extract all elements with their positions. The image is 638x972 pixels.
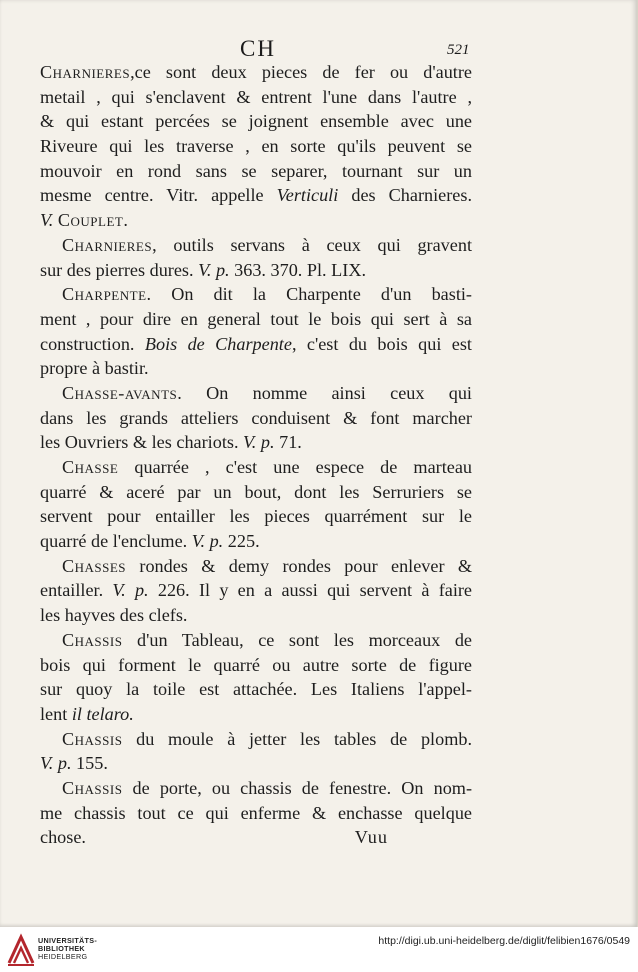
text-run: me chassis tout ce qui enferme & enchasse quelque	[40, 802, 472, 823]
entry-headword: Chasse	[62, 457, 119, 477]
text-line	[40, 282, 472, 307]
text-run: les Ouvriers & les chariots.	[40, 432, 244, 453]
entry-headword: Charpente	[62, 284, 147, 305]
source-url[interactable]: http://digi.ub.uni-heidelberg.de/diglit/felibien1676/0549	[378, 935, 630, 947]
text-run: chose.	[40, 827, 86, 848]
text-run: sur quoy la toile est attachée. Les Italiens l'appel-	[40, 679, 472, 700]
text-run: metail , qui s'enclavent & entrent l'une dans l'autre ,	[40, 86, 472, 107]
entry-headword: Chassis	[62, 728, 123, 749]
text-line	[40, 85, 472, 110]
text-line	[40, 727, 472, 752]
text-line	[40, 60, 472, 85]
catchword: Vuu	[354, 827, 388, 848]
entry-headword: Charnieres	[40, 62, 131, 82]
text-run: d'un Tableau, ce sont les morceaux de	[122, 629, 472, 650]
entry-headword: Couplet.	[57, 210, 129, 231]
text-line	[40, 578, 472, 603]
text-line	[40, 183, 472, 208]
text-run: bois qui forment le quarré ou autre sorte de figure	[40, 654, 472, 675]
text-run: les hayves des clefs.	[40, 605, 188, 626]
italic-text: V. p.	[112, 580, 149, 601]
entry-headword: Chassis	[62, 629, 123, 650]
text-run: des Charnieres.	[338, 185, 472, 206]
page-number: 521	[447, 42, 470, 58]
text-line	[40, 628, 472, 653]
section-heading: CH	[240, 36, 276, 61]
text-run: quarrée , c'est une espece de marteau	[118, 457, 472, 477]
text-run: rondes & demy rondes pour enlever &	[126, 555, 472, 576]
text-line	[40, 776, 472, 801]
text-line	[40, 554, 472, 579]
footer-bar	[0, 927, 638, 972]
text-line	[40, 702, 472, 727]
text-line	[40, 134, 472, 159]
text-run: entailler.	[40, 580, 113, 601]
italic-text: Bois de Charpente	[144, 333, 292, 354]
entry-headword: Charnieres	[62, 234, 153, 255]
text-line	[40, 406, 472, 431]
text-run: . On dit la Charpente d'un basti-	[146, 284, 472, 305]
italic-text: il telaro.	[71, 703, 134, 724]
text-line	[40, 159, 472, 184]
text-run: . On nomme ainsi ceux qui	[177, 382, 472, 403]
text-run: 225.	[223, 531, 260, 552]
text-run: du moule à jetter les tables de plomb.	[122, 728, 472, 749]
italic-text: V.	[40, 210, 54, 231]
running-head	[0, 36, 637, 60]
text-line	[40, 801, 472, 826]
italic-text: V. p.	[243, 432, 275, 453]
text-run: dans les grands atteliers conduisent & font marcher	[40, 407, 472, 428]
text-line	[40, 109, 472, 134]
text-line	[40, 356, 472, 381]
text-run: ,ce sont deux pieces de fer ou d'autre	[130, 62, 472, 82]
body-text	[40, 60, 472, 850]
text-line	[40, 332, 472, 357]
text-run: servent pour entailler les pieces quarrément sur le	[40, 506, 472, 527]
entry-headword: Chasses	[62, 555, 127, 576]
text-run: construction.	[40, 333, 145, 354]
entry-headword: Chasse-avants	[62, 382, 178, 403]
italic-text: Verticuli	[276, 185, 339, 206]
text-run: propre à bastir.	[40, 358, 149, 379]
text-run: 155.	[71, 753, 108, 774]
text-line	[40, 603, 472, 628]
text-run: ment , pour dire en general tout le bois qui sert à sa	[40, 308, 472, 329]
text-line	[40, 258, 472, 283]
entry-headword: Chassis	[62, 777, 123, 798]
text-line	[40, 430, 472, 455]
text-line	[40, 381, 472, 406]
text-run: lent	[40, 703, 72, 724]
text-line	[40, 208, 472, 233]
text-run: quarré & aceré par un bout, dont les Serruriers se	[40, 481, 472, 502]
italic-text: V. p.	[40, 753, 72, 774]
text-line	[40, 233, 472, 258]
text-run: mesme centre. Vitr. appelle	[40, 185, 277, 206]
text-line	[40, 504, 472, 529]
text-line	[40, 455, 472, 480]
text-run: , outils servans à ceux qui gravent	[152, 234, 472, 255]
text-run: quarré de l'enclume.	[40, 531, 192, 552]
italic-text: V. p.	[198, 259, 230, 280]
text-run: mouvoir en rond sans se separer, tournant sur un	[40, 160, 472, 181]
text-run: sur des pierres dures.	[40, 259, 199, 280]
text-run: , c'est du bois qui est	[291, 333, 472, 354]
text-line	[40, 529, 472, 554]
text-line	[40, 653, 472, 678]
text-run: Riveure qui les traverse , en sorte qu'ils peuvent se	[40, 136, 472, 157]
text-line	[40, 677, 472, 702]
italic-text: V. p.	[191, 531, 224, 552]
text-line	[40, 751, 472, 776]
text-run: de porte, ou chassis de fenestre. On nom-	[122, 777, 472, 798]
text-line	[40, 480, 472, 505]
text-line	[40, 825, 472, 850]
text-run: 363. 370. Pl. LIX.	[229, 259, 366, 280]
text-line	[40, 307, 472, 332]
text-run: 226. Il y en a aussi qui servent à faire	[148, 580, 472, 601]
text-run: & qui estant percées se joignent ensemble avec une	[40, 111, 472, 132]
library-logo-icon	[6, 933, 36, 967]
library-name: UNIVERSITÄTS- BIBLIOTHEK HEIDELBERG	[38, 936, 98, 961]
text-run: 71.	[274, 432, 302, 453]
